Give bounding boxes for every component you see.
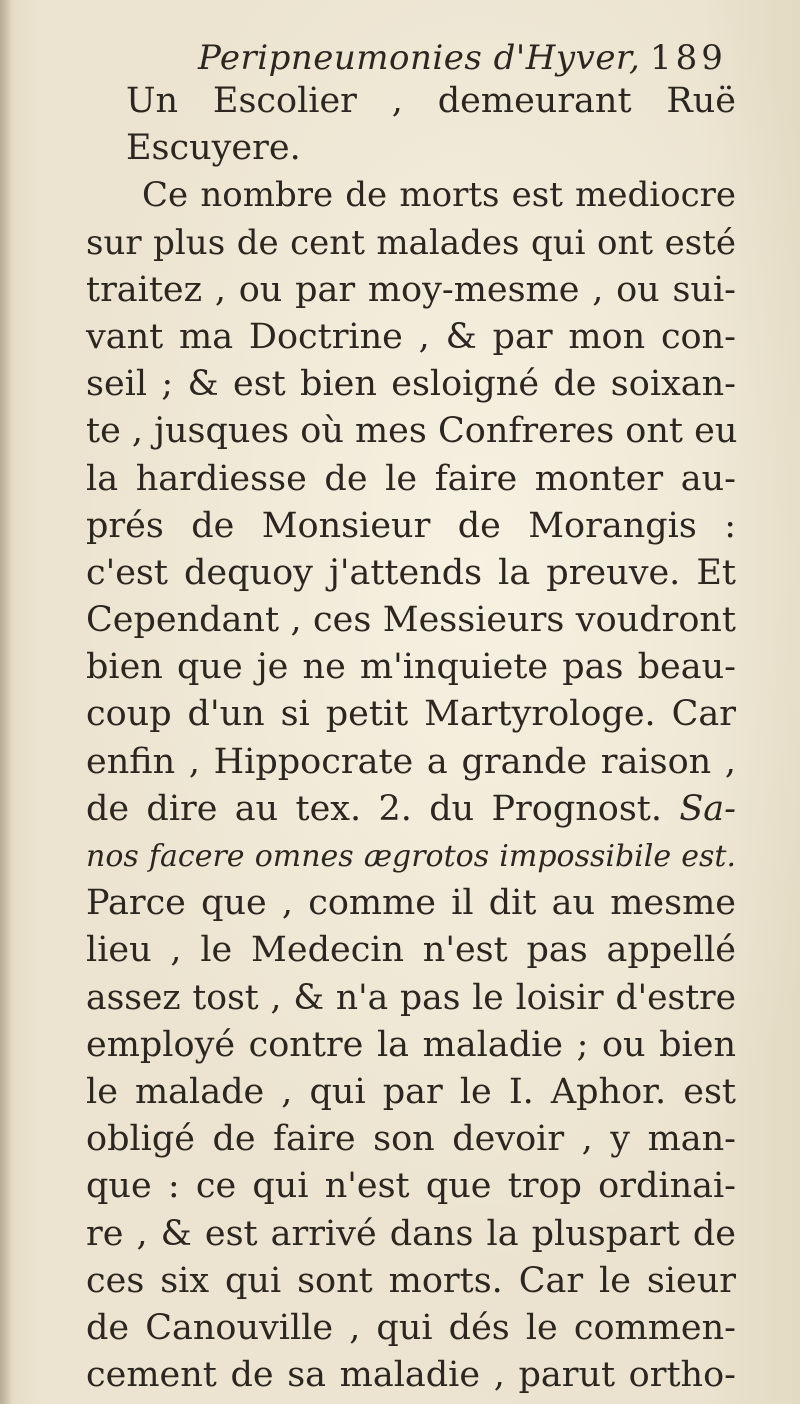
text-line-roman: enfin , Hippocrate a grande raison ,: [86, 741, 736, 782]
text-line-roman: seil ; & est bien esloigné de soixan-: [86, 364, 736, 405]
text-line: [86, 408, 736, 455]
text-line: [86, 644, 736, 691]
text-line-roman: de dire au tex. 2. du Prognost.: [86, 788, 662, 829]
text-line: [86, 833, 736, 880]
text-line-roman: Un Escolier , demeurant Ruë: [126, 81, 736, 121]
text-line: [86, 1022, 736, 1069]
text-line: [86, 1069, 736, 1116]
text-line-roman: Parce que , comme il dit au mesme: [86, 883, 736, 924]
text-line: [86, 125, 736, 172]
text-line-roman: coup d'un si petit Martyrologe. Car: [86, 694, 736, 735]
text-line: [86, 361, 736, 408]
text-line: [86, 456, 736, 503]
text-line: [86, 314, 736, 361]
text-line: [86, 927, 736, 974]
text-line-roman: traitez , ou par moy-mesme , ou sui-: [86, 269, 736, 310]
text-line: [86, 1211, 736, 1258]
text-line-roman: que : ce qui n'est que trop ordinai-: [86, 1166, 736, 1207]
text-line: [86, 1163, 736, 1210]
text-line-roman: employé contre la maladie ; ou bien: [86, 1024, 736, 1065]
text-line-roman: re , & est arrivé dans la pluspart de: [86, 1213, 736, 1254]
text-line-roman: obligé de faire son devoir , y man-: [86, 1119, 736, 1160]
text-line: [86, 597, 736, 644]
text-line-italic: nos facere omnes ægrotos impossibile est.: [86, 839, 736, 874]
text-line: [86, 503, 736, 550]
text-line-roman: cement de sa maladie , parut ortho-: [86, 1355, 736, 1396]
text-line-roman: le malade , qui par le I. Aphor. est: [86, 1071, 736, 1112]
text-line-roman: la hardiesse de le faire monter au-: [86, 458, 736, 499]
text-line: [86, 1116, 736, 1163]
text-line-roman: Escuyere.: [126, 128, 301, 169]
text-line-italic: Sa-: [679, 788, 736, 829]
running-title: Peripneumonies d'Hyver,: [198, 38, 641, 78]
text-line: [86, 267, 736, 314]
text-line: [86, 78, 736, 125]
text-line-roman: te , jusques où mes Confreres ont eu: [86, 411, 738, 452]
text-line: [86, 691, 736, 738]
text-line-roman: ces six qui sont morts. Car le sieur: [86, 1260, 736, 1301]
text-line: [86, 975, 736, 1022]
text-line: [86, 1352, 736, 1399]
text-line-roman: sur plus de cent malades qui ont esté: [86, 222, 736, 263]
text-line: [86, 172, 736, 219]
text-line: [86, 550, 736, 597]
text-line: [86, 1305, 736, 1352]
text-line-roman: lieu , le Medecin n'est pas appellé: [86, 930, 736, 971]
text-line: [86, 786, 736, 833]
text-line-roman: assez tost , & n'a pas le loisir d'estre: [86, 977, 736, 1018]
text-line: [86, 220, 736, 267]
page-number: 189: [650, 38, 727, 78]
text-line-roman: bien que je ne m'inquiete pas beau-: [86, 647, 736, 688]
text-line: [86, 880, 736, 927]
text-line-roman: Ce nombre de morts est mediocre: [142, 175, 736, 216]
text-line: [86, 1258, 736, 1305]
text-line-roman: prés de Monsieur de Morangis :: [86, 505, 736, 546]
text-line-roman: vant ma Doctrine , & par mon con-: [86, 316, 736, 357]
text-line-roman: c'est dequoy j'attends la preuve. Et: [86, 552, 736, 593]
text-line-roman: Cependant , ces Messieurs voudront: [86, 600, 736, 641]
body-text: [86, 78, 736, 1399]
text-line-roman: de Canouville , qui dés le commen-: [86, 1307, 736, 1348]
text-line: [86, 739, 736, 786]
